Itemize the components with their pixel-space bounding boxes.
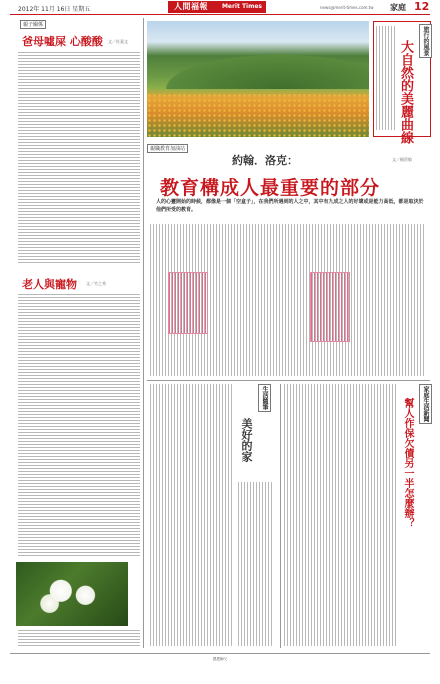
pullquote-box-2 [310,272,350,342]
pullquote-box [168,272,208,334]
page-number: 12 [414,0,430,13]
footer-text: 感恩師父 [212,657,228,661]
mountain-shape [147,49,369,89]
page-footer [10,653,430,664]
flower-field-texture [147,93,369,137]
daylily-field-photo [147,21,369,137]
essay-tag: 生活隨筆 [258,384,271,412]
header-rule [10,14,430,15]
column2-body-text [18,294,140,556]
brand-english: Merit Times [221,3,262,10]
column2-byline: 文／竹之秀 [86,281,106,286]
feature-byline: 文／楊蓓敏 [392,157,412,162]
gardenia-photo [16,562,128,626]
issue-date: 2012年 11月 16日 星期五 [18,6,91,13]
column-tag: 親子關係 [20,20,46,29]
news-body-text [284,384,396,646]
feature-lead: 人的心靈開始的時候，都像是一個「空盒子」，在我們所遇到的人之中，其中有九成之人的好壞或是能力高低，都是取決於他們所受的教育。 [156,199,424,213]
column-title: 爸母噓屎 心酸酸 [22,35,103,48]
feature-title: 教育構成人最重要的部分 [160,177,381,199]
contact-email: news@merit-times.com.tw [320,5,374,10]
news-tag: 家庭生活新聞 [419,384,432,424]
essay-body-text-2 [238,482,272,646]
column-body-text [18,52,140,264]
section-name: 家庭 [390,3,406,12]
feature-tag: 親職教育加油站 [147,144,188,153]
section-divider [147,380,430,381]
feature-subtitle: 約翰．洛克： [232,154,298,167]
travel-tag: 旅行的風景 [419,24,432,58]
brand-name: 人間福報 [174,2,208,11]
travel-title: 大自然的美麗曲線 [398,40,413,144]
travel-body-text [376,26,396,130]
essay-title: 美好的家 [240,418,253,462]
essay-body-text [150,384,234,646]
page-header [0,0,440,14]
masthead-logo [168,1,266,13]
column-divider [143,18,144,648]
news-title: 幫人作保欠債另一半怎麼辦？ [402,398,413,528]
photo-caption-text [18,630,140,648]
column-byline: 文／杜嘉文 [108,39,128,44]
vertical-divider [280,384,281,648]
column2-title: 老人與寵物 [22,278,77,291]
